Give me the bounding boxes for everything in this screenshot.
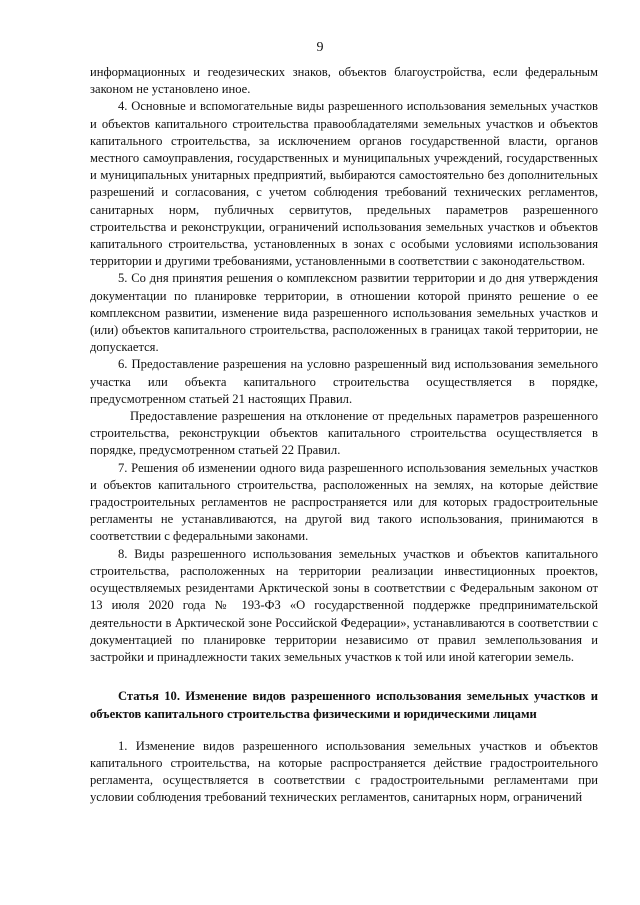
document-body — [90, 64, 598, 807]
paragraph: 5. Со дня принятия решения о комплексном развитии территории и до дня утверждения документации по планировке территории, в отношении которой принято решение о ее комплексном развитии, изменение вида разрешенного использования земельных участков и (или) объектов капитального строительства, расположенных в границах такой территории, не допускается. — [90, 271, 598, 355]
paragraph: информационных и геодезических знаков, объектов благоустройства, если федеральным законом не установлено иное. — [90, 65, 598, 97]
paragraph: 8. Виды разрешенного использования земельных участков и объектов капитального строительства, расположенных на территории реализации инвестиционных проектов, осуществляемых резидентами Арктической зоны в соответствии с Федеральным законом от 13 июля 2020 года № 193-ФЗ «О государственной поддержке предпринимательской деятельности в Арктической зоне Российской Федерации», устанавливаются в соответствии с документацией по планировке территории независимо от правил землепользования и застройки и принадлежности таких земельных участков к той или иной категории земель. — [90, 546, 598, 664]
paragraph: 1. Изменение видов разрешенного использования земельных участков и объектов капитального строительства, на которые распространяется действие градостроительного регламента, осуществляется в соответствии с градостроительными регламентами при условии соблюдения требований технических регламентов, санитарных норм, ограничений — [90, 738, 598, 805]
paragraph: 6. Предоставление разрешения на условно разрешенный вид использования земельного участка или объекта капитального строительства осуществляется в порядке, предусмотренном статьей 21 настоящих Правил. — [90, 357, 598, 406]
paragraph: Предоставление разрешения на отклонение от предельных параметров разрешенного строительства, реконструкции объектов капитального строительства осуществляется в порядке, предусмотренном статьей 22 Правил. — [90, 409, 598, 458]
paragraph: 4. Основные и вспомогательные виды разрешенного использования земельных участков и объектов капитального строительства правообладателями земельных участков и объектов капитального строительства, за исключением органов государственной власти, органов местного самоуправления, государственных и муниципальных учреждений, государственных и муниципальных унитарных предприятий, выбираются самостоятельно без дополнительных разрешений и согласования, с учетом соблюдения требований технических регламентов, санитарных норм, публичных сервитутов, предельных параметров разрешенного строительства и реконструкции, ограничений использования земельных участков и объектов капитального строительства, установленных в зонах с особыми условиями использования территории и другими требованиями, установленными в соответствии с законодательством. — [90, 99, 598, 269]
article-heading: Статья 10. Изменение видов разрешенного использования земельных участков и объектов капитального строительства физическими и юридическими лицами — [90, 689, 598, 721]
paragraph: 7. Решения об изменении одного вида разрешенного использования земельных участков и объектов капитального строительства, расположенных на землях, на которые действие градостроительных регламентов не распространяется или для которых градостроительные регламенты не устанавливаются, на другой вид такого использования, принимаются в соответствии с федеральными законами. — [90, 460, 598, 544]
page-number: 9 — [316, 40, 324, 55]
